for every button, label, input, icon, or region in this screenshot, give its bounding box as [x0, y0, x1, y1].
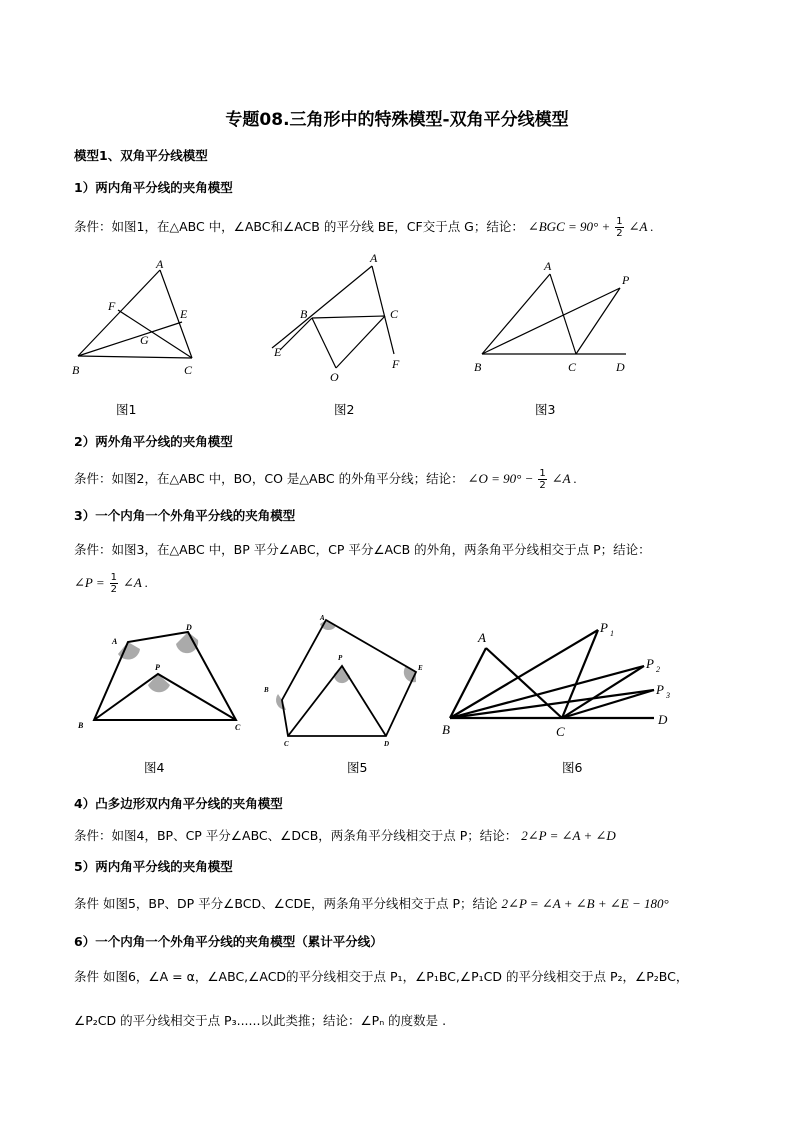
- figure-5-caption: 图5: [347, 760, 368, 775]
- fig5-label-b: B: [264, 686, 269, 694]
- fig2-label-o: O: [330, 370, 339, 384]
- section5-formula: 2∠P = ∠A + ∠B + ∠E − 180°: [501, 896, 669, 911]
- figure-4: [77, 623, 241, 732]
- section5-condition: 条件 如图5，BP、DP 平分∠BCD、∠CDE，两条角平分线相交于点 P；结论: [74, 896, 498, 911]
- section6-heading: 6）一个内角一个外角平分线的夹角模型（累计平分线）: [74, 934, 383, 949]
- fig5-label-d: D: [384, 740, 390, 748]
- section3-heading: 3）一个内角一个外角平分线的夹角模型: [74, 508, 296, 523]
- section6-line2: ∠P₂CD 的平分线相交于点 P₃......以此类推；结论：∠Pₙ 的度数是 .: [74, 1013, 447, 1028]
- fig4-label-p: P: [155, 663, 160, 672]
- section1-denominator: 2: [616, 228, 623, 239]
- fig2-label-a: A: [370, 251, 378, 265]
- fig6-label-a: A: [478, 630, 486, 645]
- fig3-label-a: A: [544, 259, 552, 273]
- fig6-label-b: B: [442, 722, 450, 737]
- section5-text: [74, 894, 669, 912]
- section2-formula-right: ∠A .: [551, 471, 577, 486]
- fig6-label-p3-sub: 3: [666, 691, 670, 700]
- section2-fraction: [538, 468, 546, 491]
- fig3-label-d: D: [616, 360, 625, 374]
- figure-1-caption: 图1: [116, 402, 137, 417]
- section2-numerator: 1: [539, 468, 546, 479]
- fig6-label-p2: P: [646, 656, 654, 671]
- fig5-label-p: P: [338, 654, 343, 662]
- section1-fraction: [615, 216, 623, 239]
- model-heading: 模型1、双角平分线模型: [74, 148, 208, 163]
- fig1-label-e: E: [180, 307, 188, 321]
- section1-text: [74, 216, 654, 239]
- section2-formula-left: ∠O = 90° −: [467, 471, 534, 486]
- section4-heading: 4）凸多边形双内角平分线的夹角模型: [74, 796, 283, 811]
- section1-formula-right: ∠A .: [628, 219, 654, 234]
- section4-condition: 条件：如图4，BP、CP 平分∠ABC、∠DCB，两条角平分线相交于点 P；结论：: [74, 828, 518, 843]
- section1-condition: 条件：如图1，在△ABC 中，∠ABC和∠ACB 的平分线 BE，CF交于点 G；结论：: [74, 219, 524, 234]
- figure-4-caption: 图4: [144, 760, 165, 775]
- fig1-label-b: B: [72, 363, 80, 377]
- fig1-label-a: A: [156, 257, 164, 271]
- fig3-label-b: B: [474, 360, 482, 374]
- section3-formula-right: ∠A .: [122, 575, 149, 590]
- section3-numerator: 1: [110, 572, 117, 583]
- section2-text: [74, 468, 577, 491]
- fig3-label-p: P: [622, 273, 630, 287]
- fig6-label-p1-sub: 1: [610, 629, 614, 638]
- section2-condition: 条件：如图2，在△ABC 中，BO，CO 是△ABC 的外角平分线；结论：: [74, 471, 464, 486]
- fig5-label-a: A: [320, 614, 325, 622]
- fig2-label-c: C: [390, 307, 399, 321]
- fig2-label-e: E: [274, 345, 282, 359]
- section1-heading: 1）两内角平分线的夹角模型: [74, 180, 233, 195]
- fig5-label-e: E: [418, 664, 423, 672]
- section4-formula: 2∠P = ∠A + ∠D: [521, 828, 616, 843]
- section4-text: [74, 826, 616, 844]
- fig1-label-f: F: [108, 299, 116, 313]
- figure-3-caption: 图3: [535, 402, 556, 417]
- section6-line1: 条件 如图6，∠A = α，∠ABC,∠ACD的平分线相交于点 P₁，∠P₁BC,∠P₁CD 的平分线相交于点 P₂，∠P₂BC，: [74, 969, 689, 984]
- section3-fraction: [110, 572, 118, 595]
- section3-denominator: 2: [110, 584, 117, 595]
- figures-row-2: [60, 612, 700, 752]
- fig2-label-f: F: [392, 357, 400, 371]
- section5-heading: 5）两内角平分线的夹角模型: [74, 859, 233, 874]
- figure-3: [482, 274, 626, 354]
- fig6-label-p1: P: [600, 620, 608, 635]
- section3-formula: [74, 572, 148, 595]
- section1-numerator: 1: [616, 216, 623, 227]
- fig5-label-c: C: [284, 740, 289, 748]
- fig3-label-c: C: [568, 360, 577, 374]
- section2-denominator: 2: [539, 480, 546, 491]
- section2-heading: 2）两外角平分线的夹角模型: [74, 434, 233, 449]
- fig2-label-b: B: [300, 307, 308, 321]
- section1-formula-left: ∠BGC = 90° +: [527, 219, 611, 234]
- fig4-label-a: A: [112, 637, 118, 646]
- figures-row-1: [60, 250, 660, 390]
- figure-2-caption: 图2: [334, 402, 355, 417]
- fig1-label-g: G: [140, 333, 149, 347]
- page-title: 专题08.三角形中的特殊模型-双角平分线模型: [225, 110, 569, 130]
- fig6-label-p3: P: [656, 682, 664, 697]
- section3-formula-left: ∠P =: [74, 575, 105, 590]
- fig1-label-c: C: [184, 363, 193, 377]
- section3-text: 条件：如图3，在△ABC 中，BP 平分∠ABC，CP 平分∠ACB 的外角，两条角平分线相交于点 P；结论：: [74, 542, 651, 557]
- figure-1: [78, 270, 192, 358]
- fig6-label-d: D: [658, 712, 668, 727]
- figure-5: [263, 614, 423, 748]
- fig4-label-b: B: [78, 721, 84, 730]
- fig6-label-p2-sub: 2: [656, 665, 660, 674]
- figure-2: [272, 266, 394, 368]
- fig6-label-c: C: [556, 724, 565, 739]
- figure-6-caption: 图6: [562, 760, 583, 775]
- fig4-label-c: C: [235, 723, 241, 732]
- fig4-label-d: D: [186, 623, 192, 632]
